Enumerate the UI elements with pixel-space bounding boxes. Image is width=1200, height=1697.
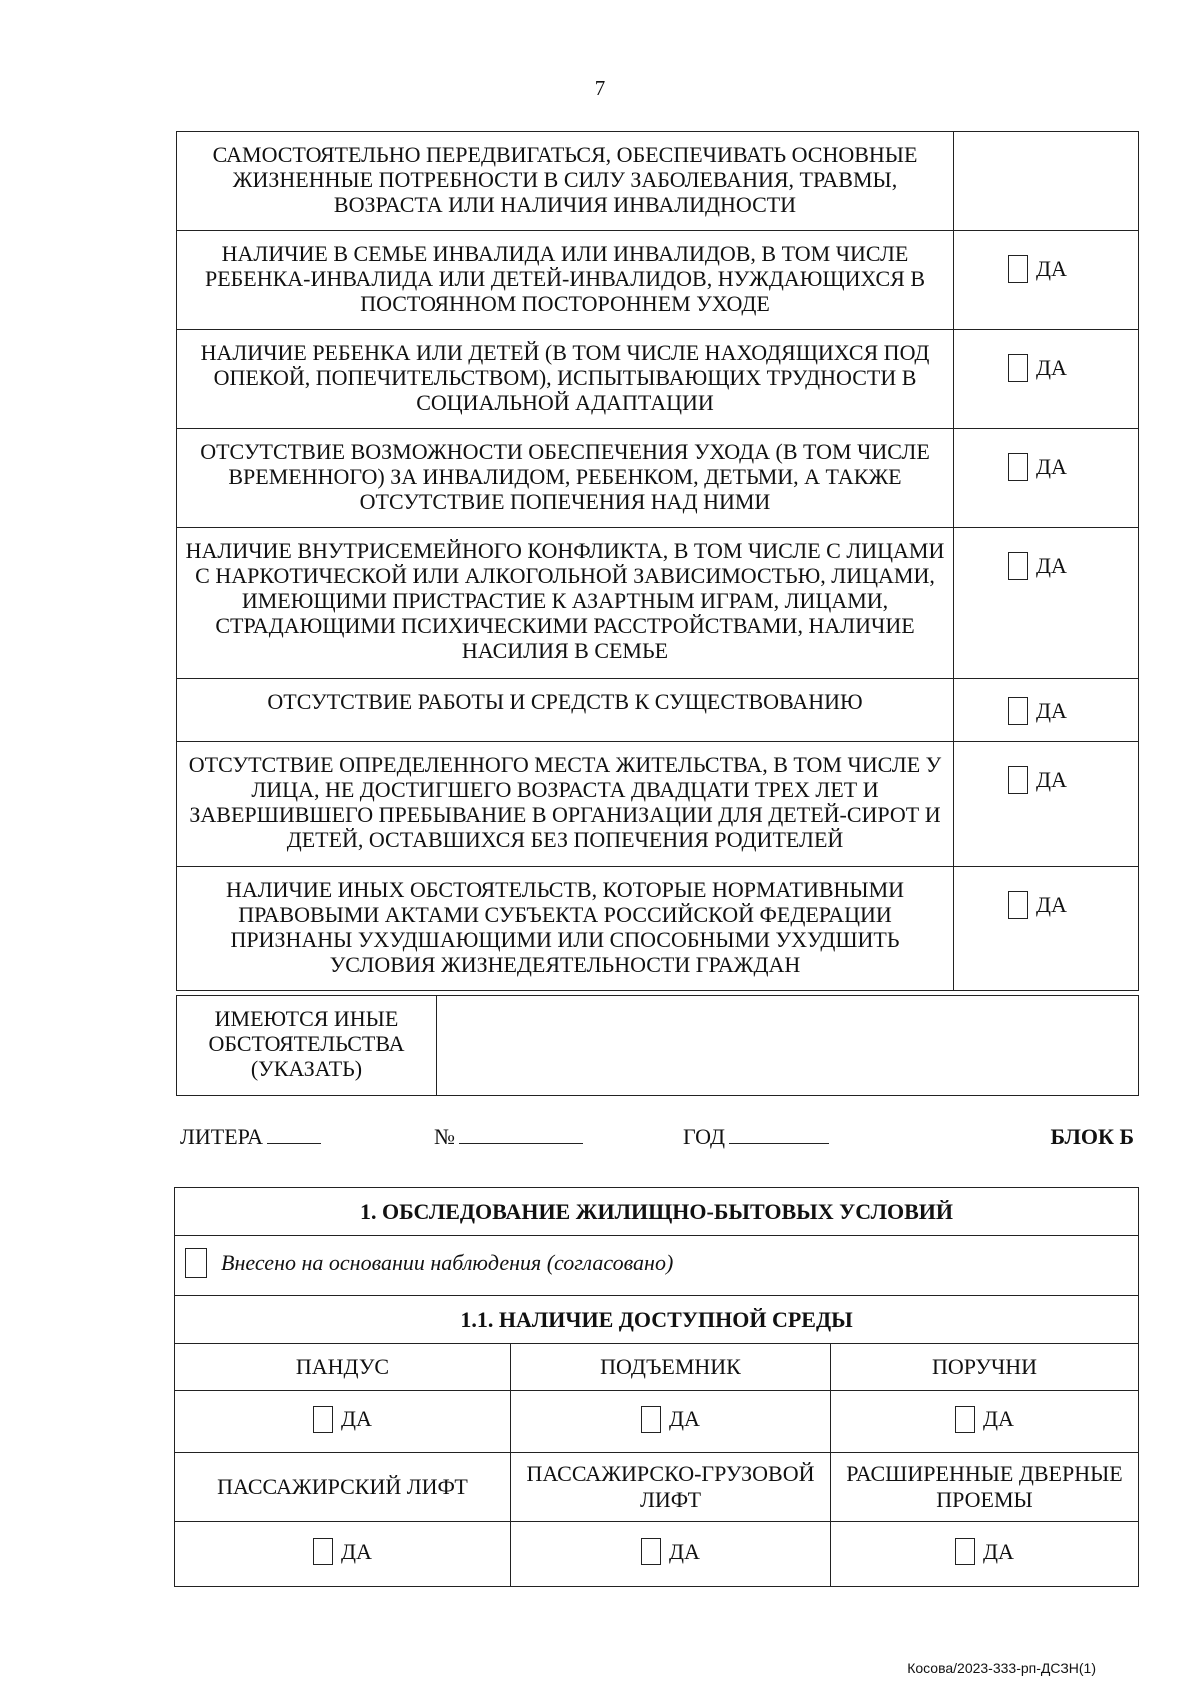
checkbox-label: ДА [983,1406,1014,1431]
checkbox-icon[interactable] [641,1538,661,1565]
litera-label: ЛИТЕРА [180,1124,263,1149]
condition-row [177,330,1139,429]
checkbox-icon[interactable] [1008,697,1028,725]
checkbox-icon[interactable] [313,1538,333,1565]
checkbox-icon[interactable] [1008,891,1028,919]
other-circumstances-table [176,995,1139,1096]
other-circumstances-label: ИМЕЮТСЯ ИНЫЕ ОБСТОЯТЕЛЬСТВА (УКАЗАТЬ) [177,996,437,1096]
passenger-elevator-yes-checkbox[interactable] [313,1538,372,1565]
condition-row [177,132,1139,231]
checkbox-label: ДА [341,1406,372,1431]
condition-text: НАЛИЧИЕ В СЕМЬЕ ИНВАЛИДА ИЛИ ИНВАЛИДОВ, В ТОМ ЧИСЛЕ РЕБЕНКА-ИНВАЛИДА ИЛИ ДЕТЕЙ-ИНВАЛИДОВ, НУЖДАЮЩИХСЯ В ПОСТОЯННОМ ПОСТОРОННЕМ УХОДЕ [177,231,954,330]
checkbox-label: ДА [1036,355,1067,380]
other-circumstances-field[interactable] [437,996,1139,1096]
page-number: 7 [594,76,606,100]
condition-row [177,679,1139,742]
checkbox-icon[interactable] [641,1406,661,1433]
checkbox-icon[interactable] [185,1248,207,1278]
year-field [683,1124,829,1150]
yes-checkbox[interactable] [1008,354,1067,382]
checkbox-label: ДА [1036,256,1067,281]
housing-survey-table [174,1187,1139,1587]
yes-checkbox[interactable] [1008,453,1067,481]
checkbox-label: ДА [341,1538,372,1564]
checkbox-label: ДА [1036,892,1067,917]
number-input-line[interactable] [459,1125,583,1144]
checkbox-label: ДА [1036,767,1067,792]
checkbox-icon[interactable] [313,1406,333,1433]
wide-doors-yes-checkbox[interactable] [955,1538,1014,1565]
checkbox-icon[interactable] [1008,453,1028,481]
freight-elevator-yes-checkbox[interactable] [641,1538,700,1565]
checkbox-icon[interactable] [1008,552,1028,580]
column-header-ramp: ПАНДУС [175,1344,511,1391]
condition-text: НАЛИЧИЕ ИНЫХ ОБСТОЯТЕЛЬСТВ, КОТОРЫЕ НОРМАТИВНЫМИ ПРАВОВЫМИ АКТАМИ СУБЪЕКТА РОССИЙСКОЙ ФЕДЕРАЦИИ ПРИЗНАНЫ УХУДШАЮЩИМИ ИЛИ СПОСОБНЫМИ УХУДШИТЬ УСЛОВИЯ ЖИЗНЕДЕЯТЕЛЬНОСТИ ГРАЖДАН [177,867,954,991]
condition-check-empty [954,132,1139,231]
condition-text: ОТСУТСТВИЕ ОПРЕДЕЛЕННОГО МЕСТА ЖИТЕЛЬСТВА, В ТОМ ЧИСЛЕ У ЛИЦА, НЕ ДОСТИГШЕГО ВОЗРАСТА ДВАДЦАТИ ТРЕХ ЛЕТ И ЗАВЕРШИВШЕГО ПРЕБЫВАНИЕ В ОРГАНИЗАЦИИ ДЛЯ ДЕТЕЙ-СИРОТ И ДЕТЕЙ, ОСТАВШИХСЯ БЕЗ ПОПЕЧЕНИЯ РОДИТЕЛЕЙ [177,742,954,867]
lift-yes-checkbox[interactable] [641,1406,700,1433]
condition-text: НАЛИЧИЕ ВНУТРИСЕМЕЙНОГО КОНФЛИКТА, В ТОМ ЧИСЛЕ С ЛИЦАМИ С НАРКОТИЧЕСКОЙ ИЛИ АЛКОГОЛЬНОЙ ЗАВИСИМОСТЬЮ, ЛИЦАМИ, ИМЕЮЩИМИ ПРИСТРАСТИЕ К АЗАРТНЫМ ИГРАМ, ЛИЦАМИ, СТРАДАЮЩИМИ ПСИХИЧЕСКИМИ РАССТРОЙСТВАМИ, НАЛИЧИЕ НАСИЛИЯ В СЕМЬЕ [177,528,954,679]
checkbox-label: ДА [1036,553,1067,578]
condition-text: ОТСУТСТВИЕ ВОЗМОЖНОСТИ ОБЕСПЕЧЕНИЯ УХОДА (В ТОМ ЧИСЛЕ ВРЕМЕННОГО) ЗА ИНВАЛИДОМ, РЕБЕНКОМ, ДЕТЬМИ, А ТАКЖЕ ОТСУТСТВИЕ ПОПЕЧЕНИЯ НАД НИМИ [177,429,954,528]
yes-checkbox[interactable] [1008,552,1067,580]
condition-text: САМОСТОЯТЕЛЬНО ПЕРЕДВИГАТЬСЯ, ОБЕСПЕЧИВАТЬ ОСНОВНЫЕ ЖИЗНЕННЫЕ ПОТРЕБНОСТИ В СИЛУ ЗАБОЛЕВАНИЯ, ТРАВМЫ, ВОЗРАСТА ИЛИ НАЛИЧИЯ ИНВАЛИДНОСТИ [177,132,954,231]
condition-row [177,742,1139,867]
yes-checkbox[interactable] [1008,697,1067,725]
litera-input-line[interactable] [267,1125,321,1144]
column-header-lift: ПОДЪЕМНИК [511,1344,831,1391]
column-header-wide-doors: РАСШИРЕННЫЕ ДВЕРНЫЕ ПРОЕМЫ [831,1453,1139,1522]
number-field [434,1124,583,1150]
condition-row [177,231,1139,330]
ramp-yes-checkbox[interactable] [313,1406,372,1433]
checkbox-icon[interactable] [1008,766,1028,794]
section-subtitle: 1.1. НАЛИЧИЕ ДОСТУПНОЙ СРЕДЫ [175,1296,1139,1344]
yes-checkbox[interactable] [1008,891,1067,919]
yes-checkbox[interactable] [1008,766,1067,794]
condition-row [177,867,1139,991]
year-label: ГОД [683,1124,725,1149]
observation-checkbox[interactable] [185,1248,673,1278]
column-header-freight-elevator: ПАССАЖИРСКО-ГРУЗОВОЙ ЛИФТ [511,1453,831,1522]
section-title: 1. ОБСЛЕДОВАНИЕ ЖИЛИЩНО-БЫТОВЫХ УСЛОВИЙ [175,1188,1139,1236]
checkbox-icon[interactable] [955,1406,975,1433]
condition-text: НАЛИЧИЕ РЕБЕНКА ИЛИ ДЕТЕЙ (В ТОМ ЧИСЛЕ НАХОДЯЩИХСЯ ПОД ОПЕКОЙ, ПОПЕЧИТЕЛЬСТВОМ), ИСПЫТЫВАЮЩИХ ТРУДНОСТИ В СОЦИАЛЬНОЙ АДАПТАЦИИ [177,330,954,429]
checkbox-label: ДА [1036,454,1067,479]
checkbox-label: ДА [669,1406,700,1431]
checkbox-icon[interactable] [955,1538,975,1565]
checkbox-icon[interactable] [1008,255,1028,283]
column-header-handrails: ПОРУЧНИ [831,1344,1139,1391]
conditions-table [176,131,1139,991]
checkbox-icon[interactable] [1008,354,1028,382]
litera-field [180,1124,321,1150]
checkbox-label: ДА [983,1538,1014,1564]
condition-text: ОТСУТСТВИЕ РАБОТЫ И СРЕДСТВ К СУЩЕСТВОВАНИЮ [177,679,954,742]
number-label: № [434,1124,455,1149]
block-label: БЛОК Б [1050,1124,1134,1149]
condition-row [177,429,1139,528]
year-input-line[interactable] [729,1125,829,1144]
checkbox-label: ДА [669,1538,700,1564]
yes-checkbox[interactable] [1008,255,1067,283]
condition-row [177,528,1139,679]
checkbox-label: ДА [1036,698,1067,723]
column-header-passenger-elevator: ПАССАЖИРСКИЙ ЛИФТ [175,1453,511,1522]
handrails-yes-checkbox[interactable] [955,1406,1014,1433]
document-code: Косова/2023-333-рп-ДСЗН(1) [907,1660,1096,1676]
observation-note: Внесено на основании наблюдения (согласовано) [221,1249,674,1275]
